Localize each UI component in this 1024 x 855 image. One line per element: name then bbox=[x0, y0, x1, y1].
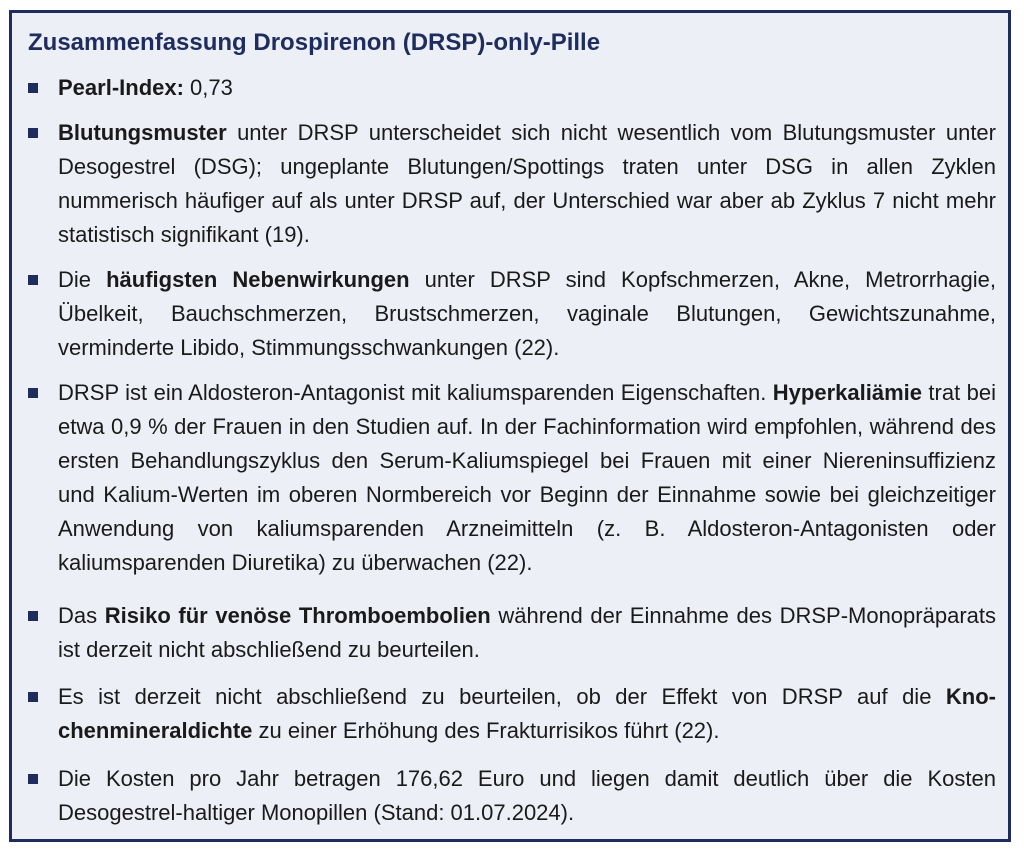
item-text: Das Risiko für venöse Thromboembolien während der Einnahme des DRSP-Monopräparats ist derzeit nicht abschließend zu beurteilen. bbox=[58, 603, 996, 662]
summary-box bbox=[9, 10, 1011, 842]
bullet-icon bbox=[28, 611, 38, 621]
item-keyword: Pearl-Index: bbox=[58, 75, 184, 100]
item-keyword: Blutungsmuster bbox=[58, 120, 227, 145]
bullet-icon bbox=[28, 275, 38, 285]
item-keyword: häufigsten Nebenwirkungen bbox=[106, 267, 410, 292]
bullet-icon bbox=[28, 388, 38, 398]
item-keyword: Knochenmineraldichte bbox=[58, 684, 996, 743]
item-text: DRSP ist ein Aldosteron-Antagonist mit kaliumsparenden Eigenschaften. Hyperkaliämie trat bei etwa 0,9 % der Frauen in den Studien auf. In der Fachinformation wird empfohlen, während des ersten Behandlungszyklus den Serum-Kaliumspiegel bei Frauen mit einer Niereninsuffizienz und Kalium-Werten im oberen Normbereich vor Beginn der Einnahme sowie bei gleichzeitiger Anwendung von kaliumsparenden Arzneimitteln (z. B. Aldosteron-Antagonisten oder kaliumsparenden Diuretika) zu überwachen (22). bbox=[58, 380, 996, 575]
item-keyword: Hyperkaliämie bbox=[772, 380, 922, 405]
item-keyword: Risiko für venöse Thromboembolien bbox=[104, 603, 491, 628]
bullet-icon bbox=[28, 83, 38, 93]
item-text: Die Kosten pro Jahr betragen 176,62 Euro und liegen damit deutlich über die Kosten Desogestrel-haltiger Monopillen (Stand: 01.07.2024). bbox=[58, 766, 996, 825]
item-text: Die häufigsten Nebenwirkungen unter DRSP sind Kopfschmerzen, Akne, Metrorrhagie, Übelkeit, Bauchschmerzen, Brustschmerzen, vaginale Blutungen, Gewichtszunahme, verminderte Libido, Stimmungsschwankungen (22). bbox=[58, 267, 996, 360]
item-text: Pearl-Index: 0,73 bbox=[58, 75, 233, 100]
bullet-icon bbox=[28, 692, 38, 702]
summary-title: Zusammenfassung Drospirenon (DRSP)-only-Pille bbox=[28, 29, 601, 56]
bullet-icon bbox=[28, 128, 38, 138]
item-text: Blutungsmuster unter DRSP unterscheidet sich nicht wesentlich vom Blutungsmuster unter Desogestrel (DSG); ungeplante Blutungen/Spottings traten unter DSG in allen Zyklen nummerisch häufiger auf als unter DRSP auf, der Unterschied war aber ab Zyklus 7 nicht mehr statistisch signifikant (19). bbox=[58, 120, 996, 247]
bullet-icon bbox=[28, 774, 38, 784]
item-text: Es ist derzeit nicht abschließend zu beurteilen, ob der Effekt von DRSP auf die Knochenmineraldichte zu einer Erhöhung des Frakturrisikos führt (22). bbox=[58, 684, 996, 743]
